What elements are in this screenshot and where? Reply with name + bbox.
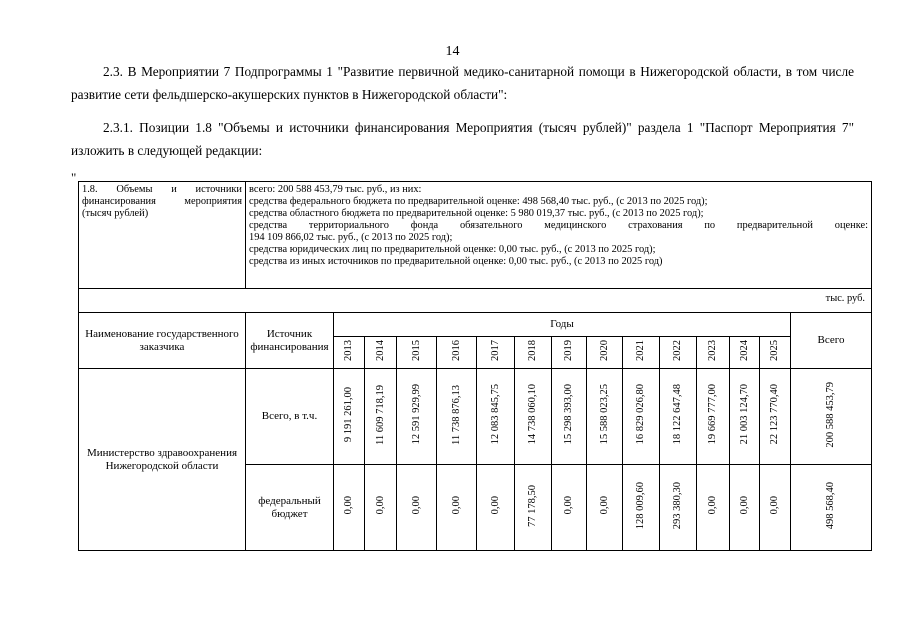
value-text: 0,00 — [707, 496, 718, 515]
row-total-text: 498 568,40 — [825, 481, 836, 530]
source-header: Источник финансирования — [246, 313, 334, 369]
value-cell — [477, 369, 515, 465]
position-label: 1.8. Объемы и источники финансирования мероприятия (тысяч рублей) — [79, 182, 246, 289]
year-header — [660, 337, 697, 369]
year-label: 2014 — [374, 340, 386, 361]
value-text: 9 191 261,00 — [343, 386, 354, 443]
value-text: 12 083 845,75 — [489, 384, 501, 445]
year-header — [587, 337, 623, 369]
year-header — [397, 337, 437, 369]
years-header: Годы — [334, 313, 791, 337]
source-cell: федеральный бюджет — [246, 465, 334, 551]
value-text: 19 669 777,00 — [707, 384, 718, 445]
value-text: 0,00 — [410, 496, 422, 515]
page-number: 14 — [445, 44, 460, 59]
value-text: 15 298 393,00 — [563, 384, 574, 445]
summary-line: средства территориального фонда обязательного медицинского страхования по предварительной оценке: — [249, 220, 869, 231]
value-cell — [760, 465, 791, 551]
value-text: 11 609 718,19 — [374, 384, 386, 445]
summary-line: средства областного бюджета по предварительной оценке: 5 980 019,37 тыс. руб., (с 2013 по 2025 год); — [249, 208, 704, 219]
value-text: 21 003 124,70 — [738, 384, 750, 445]
value-text: 0,00 — [738, 496, 750, 515]
year-label: 2015 — [410, 340, 422, 361]
value-text: 11 738 876,13 — [450, 384, 462, 445]
customer-header: Наименование государственного заказчика — [79, 313, 246, 369]
summary-line: 194 109 866,02 тыс. руб., (с 2013 по 2025 год); — [249, 232, 453, 243]
row-total-cell — [791, 369, 872, 465]
year-label: 2024 — [738, 340, 750, 361]
value-text: 0,00 — [343, 496, 354, 515]
value-text: 14 738 060,10 — [527, 384, 538, 445]
row-total-text: 200 588 453,79 — [825, 381, 836, 448]
value-text: 18 122 647,48 — [672, 384, 683, 445]
year-header — [697, 337, 730, 369]
value-cell — [365, 465, 397, 551]
financing-summary — [246, 182, 872, 289]
source-cell: Всего, в т.ч. — [246, 369, 334, 465]
paragraph-2-3-1: 2.3.1. Позиции 1.8 "Объемы и источники финансирования Мероприятия (тысяч рублей)" раздела 1 "Паспорт Мероприятия 7" изложить в следующей редакции: — [71, 120, 854, 158]
value-cell — [477, 465, 515, 551]
value-cell — [552, 369, 587, 465]
value-cell — [760, 369, 791, 465]
value-cell — [623, 369, 660, 465]
value-text: 77 178,50 — [527, 484, 538, 527]
value-cell — [515, 465, 552, 551]
year-header — [760, 337, 791, 369]
year-label: 2022 — [672, 340, 683, 361]
value-cell — [515, 369, 552, 465]
year-header — [334, 337, 365, 369]
value-text: 0,00 — [598, 496, 610, 515]
value-cell — [365, 369, 397, 465]
value-cell — [552, 465, 587, 551]
value-text: 0,00 — [769, 496, 780, 515]
paragraph-2-3: 2.3. В Мероприятии 7 Подпрограммы 1 "Развитие первичной медико-санитарной помощи в Нижегородской области, в том числе развитие сети фельдшерско-акушерских пунктов в Нижегородской области": — [71, 64, 854, 102]
year-header — [515, 337, 552, 369]
year-header — [552, 337, 587, 369]
year-label: 2019 — [563, 340, 574, 361]
year-label: 2016 — [450, 340, 462, 361]
financing-table — [78, 181, 872, 551]
year-label: 2018 — [527, 340, 538, 361]
summary-line: средства федерального бюджета по предварительной оценке: 498 568,40 тыс. руб., (с 2013 по 2025 год); — [249, 196, 708, 207]
year-header — [623, 337, 660, 369]
value-text: 0,00 — [374, 496, 386, 515]
value-text: 15 588 023,25 — [598, 384, 610, 445]
year-label: 2023 — [707, 340, 718, 361]
year-label: 2013 — [343, 340, 354, 361]
year-header — [730, 337, 760, 369]
summary-line: средства из иных источников по предварительной оценке: 0,00 тыс. руб., (с 2013 по 2025 год) — [249, 256, 663, 267]
year-label: 2020 — [598, 340, 610, 361]
value-cell — [587, 369, 623, 465]
value-cell — [437, 465, 477, 551]
value-cell — [730, 369, 760, 465]
value-cell — [697, 369, 730, 465]
year-header — [477, 337, 515, 369]
opening-quote: " — [71, 170, 77, 185]
value-cell — [660, 369, 697, 465]
value-text: 0,00 — [450, 496, 462, 515]
value-text: 293 380,30 — [672, 481, 683, 530]
year-label: 2017 — [489, 340, 501, 361]
value-cell — [730, 465, 760, 551]
value-cell — [660, 465, 697, 551]
value-cell — [397, 369, 437, 465]
total-header: Всего — [791, 313, 872, 369]
year-label: 2025 — [769, 340, 780, 361]
value-cell — [623, 465, 660, 551]
year-header — [437, 337, 477, 369]
value-cell — [334, 369, 365, 465]
unit-label: тыс. руб. — [79, 289, 872, 313]
summary-line: средства юридических лиц по предварительной оценке: 0,00 тыс. руб., (с 2013 по 2025 год); — [249, 244, 656, 255]
year-header — [365, 337, 397, 369]
value-text: 16 829 026,80 — [635, 384, 646, 445]
value-cell — [697, 465, 730, 551]
year-label: 2021 — [635, 340, 646, 361]
value-text: 12 591 929,99 — [410, 384, 422, 445]
value-text: 128 009,60 — [635, 481, 646, 530]
value-cell — [437, 369, 477, 465]
value-text: 0,00 — [489, 496, 501, 515]
summary-line: всего: 200 588 453,79 тыс. руб., из них: — [249, 184, 422, 195]
customer-name: Министерство здравоохранения Нижегородской области — [79, 369, 246, 551]
value-text: 0,00 — [563, 496, 574, 515]
value-cell — [587, 465, 623, 551]
row-total-cell — [791, 465, 872, 551]
value-text: 22 123 770,40 — [769, 384, 780, 445]
value-cell — [334, 465, 365, 551]
value-cell — [397, 465, 437, 551]
